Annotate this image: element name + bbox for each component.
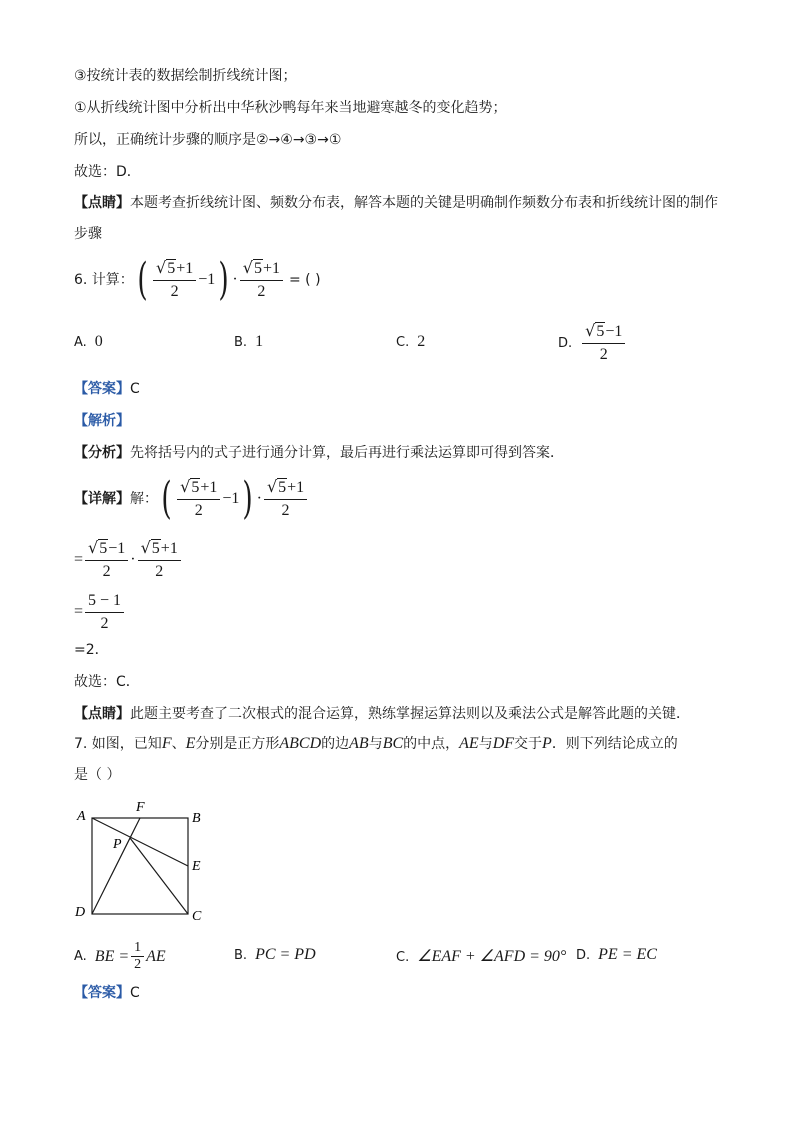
label-a: A bbox=[77, 809, 86, 824]
sqrt-base: 5 bbox=[191, 479, 200, 496]
option-value: ∠EAF + ∠AFD = 90° bbox=[417, 948, 567, 965]
q7-text: 的边 bbox=[321, 736, 350, 752]
equals-sign: = bbox=[74, 551, 84, 568]
option-value: 2 bbox=[417, 333, 426, 350]
q7-text: 与 bbox=[478, 736, 493, 752]
q7-var-ab: AB bbox=[349, 735, 369, 752]
q6-detail-line bbox=[74, 475, 309, 523]
dot-operator: · bbox=[256, 490, 262, 507]
answer-tag: 【答案】 bbox=[74, 985, 130, 1001]
comment-text: 此题主要考查了二次根式的混合运算，熟练掌握运算法则以及乘法公式是解答此题的关键． bbox=[130, 706, 690, 722]
minus-one: −1 bbox=[222, 490, 240, 507]
option-label: A. bbox=[74, 949, 87, 964]
q6-question bbox=[74, 256, 321, 304]
plus-one: +1 bbox=[287, 479, 305, 496]
q7-text: 与 bbox=[368, 736, 383, 752]
label-b: B bbox=[192, 811, 201, 826]
q7-var-bc: BC bbox=[382, 735, 404, 752]
dot-operator: · bbox=[130, 551, 136, 568]
q7-option-b[interactable] bbox=[234, 946, 316, 964]
option-value: PE = EC bbox=[598, 946, 657, 963]
q6-step2-line bbox=[74, 536, 183, 584]
q7-sep: 、 bbox=[171, 736, 186, 752]
denominator: 2 bbox=[134, 957, 142, 972]
dot-operator: · bbox=[232, 271, 238, 288]
q6-fenxi-line bbox=[74, 443, 564, 463]
fraction: $\frac{√5+1}{2}$ bbox=[138, 537, 181, 583]
q7-option-d[interactable] bbox=[576, 946, 657, 964]
fraction: $\frac{√5+1}{2}$ bbox=[240, 257, 283, 303]
answer-value: C bbox=[130, 381, 140, 397]
fenxi-tag: 【分析】 bbox=[74, 445, 130, 461]
minus-one: −1 bbox=[605, 323, 623, 340]
q6-number: 6. 计算： bbox=[74, 272, 134, 288]
minus-one: −1 bbox=[108, 540, 126, 557]
sqrt-base: 5 bbox=[167, 260, 176, 277]
label-d: D bbox=[75, 905, 86, 920]
numerator: 1 bbox=[131, 940, 144, 957]
step3-line: ③按统计表的数据绘制折线统计图； bbox=[74, 68, 297, 84]
q7-question-line1 bbox=[74, 734, 678, 754]
sqrt-base: 5 bbox=[99, 540, 108, 557]
option-a-lhs: BE = bbox=[94, 947, 130, 965]
segment-ae bbox=[92, 818, 188, 866]
right-paren: ) bbox=[242, 473, 254, 524]
fenxi-text: 先将括号内的式子进行通分计算，最后再进行乘法运算即可得到答案． bbox=[130, 445, 564, 461]
denominator: 2 bbox=[194, 502, 203, 519]
choose5-line: 故选：D． bbox=[74, 164, 141, 180]
fraction: $\frac{√5+1}{2}$ bbox=[177, 476, 220, 522]
q7-text: 7. 如图，已知 bbox=[74, 736, 162, 752]
numerator: 5 − 1 bbox=[85, 590, 124, 613]
detail-jie: 解： bbox=[130, 491, 158, 507]
equals-blank: = ( ) bbox=[288, 272, 321, 288]
segment-df bbox=[92, 818, 140, 914]
q6-option-b[interactable] bbox=[234, 333, 263, 351]
q6-choose: 故选：C． bbox=[74, 674, 140, 690]
sqrt-base: 5 bbox=[253, 260, 262, 277]
comment5-line bbox=[74, 193, 718, 213]
option-label: D. bbox=[576, 948, 591, 963]
label-f: F bbox=[136, 800, 145, 815]
denominator: 2 bbox=[102, 563, 111, 580]
q7-question-line2: 是（ ） bbox=[74, 767, 121, 783]
q6-option-d[interactable] bbox=[558, 320, 627, 366]
denominator: 2 bbox=[599, 346, 608, 363]
plus-one: +1 bbox=[200, 479, 218, 496]
q7-option-c[interactable] bbox=[396, 946, 566, 966]
option-label: C. bbox=[396, 335, 410, 350]
sqrt-base: 5 bbox=[151, 540, 160, 557]
answer-value: C bbox=[130, 985, 140, 1001]
denominator: 2 bbox=[100, 614, 109, 632]
step1-line: ①从折线统计图中分析出中华秋沙鸭每年来当地避寒越冬的变化趋势； bbox=[74, 100, 507, 116]
label-c: C bbox=[192, 909, 202, 924]
q6-analysis-tag bbox=[74, 411, 130, 431]
q6-comment-line bbox=[74, 704, 690, 724]
sqrt-base: 5 bbox=[278, 479, 287, 496]
q6-option-a[interactable] bbox=[74, 333, 103, 351]
option-label: B. bbox=[234, 335, 248, 350]
q6-option-c[interactable] bbox=[396, 333, 425, 351]
segment-pc bbox=[130, 838, 188, 914]
left-paren: ( bbox=[137, 254, 148, 305]
option-label: C. bbox=[396, 950, 410, 965]
q7-var-e: E bbox=[185, 735, 196, 752]
detail-tag: 【详解】 bbox=[74, 491, 130, 507]
q7-var-abcd: ABCD bbox=[279, 735, 322, 752]
minus-one: −1 bbox=[198, 271, 216, 288]
q6-step3-line bbox=[74, 588, 126, 636]
q7-var-ae: AE bbox=[459, 735, 479, 752]
plus-one: +1 bbox=[160, 540, 178, 557]
denominator: 2 bbox=[170, 283, 179, 300]
option-value: PC = PD bbox=[255, 946, 316, 963]
q7-var-p: P bbox=[542, 735, 552, 752]
denominator: 2 bbox=[155, 563, 164, 580]
denominator: 2 bbox=[281, 502, 290, 519]
fraction: $\frac{√5+1}{2}$ bbox=[264, 476, 307, 522]
q7-option-a[interactable] bbox=[74, 940, 166, 973]
fraction bbox=[85, 590, 124, 635]
label-e: E bbox=[192, 859, 201, 874]
left-paren: ( bbox=[161, 473, 172, 524]
comment-tag: 【点睛】 bbox=[74, 706, 130, 722]
q6-answer-line bbox=[74, 379, 140, 399]
square-figure bbox=[70, 798, 210, 926]
option-label: A. bbox=[74, 335, 87, 350]
order-line: 所以，正确统计步骤的顺序是②→④→③→① bbox=[74, 132, 342, 148]
q7-var-df: DF bbox=[492, 735, 515, 752]
comment5-text-b: 步骤 bbox=[74, 226, 102, 242]
plus-one: +1 bbox=[262, 260, 280, 277]
sqrt-base: 5 bbox=[596, 323, 605, 340]
option-d-fraction: $\frac{√5-1}{2}$ bbox=[582, 320, 625, 366]
right-paren: ) bbox=[218, 254, 229, 305]
plus-one: +1 bbox=[176, 260, 194, 277]
option-label: B. bbox=[234, 948, 248, 963]
option-a-rhs: AE bbox=[146, 947, 166, 965]
q7-text: 交于 bbox=[514, 736, 543, 752]
q6-result: =2． bbox=[74, 642, 109, 658]
option-value: 0 bbox=[94, 333, 103, 350]
analysis-tag: 【解析】 bbox=[74, 413, 130, 429]
q7-text: 分别是正方形 bbox=[195, 736, 280, 752]
fraction: $\frac{√5+1}{2}$ bbox=[153, 257, 196, 303]
fraction: $\frac{√5-1}{2}$ bbox=[85, 537, 128, 583]
q7-text: 的中点， bbox=[403, 736, 460, 752]
answer-tag: 【答案】 bbox=[74, 381, 130, 397]
equals-sign: = bbox=[74, 603, 84, 620]
option-label: D. bbox=[558, 335, 573, 351]
label-p: P bbox=[113, 837, 122, 852]
q7-var-f: F bbox=[161, 735, 172, 752]
denominator: 2 bbox=[257, 283, 266, 300]
square-abcd bbox=[92, 818, 188, 914]
comment5-tag: 【点睛】 bbox=[74, 195, 130, 211]
q7-answer-line bbox=[74, 983, 140, 1003]
comment5-text-a: 本题考查折线统计图、频数分布表，解答本题的关键是明确制作频数分布表和折线统计图的制作 bbox=[130, 195, 718, 211]
option-value: 1 bbox=[255, 333, 264, 350]
q7-text: ．则下列结论成立的 bbox=[551, 736, 678, 752]
option-a-half bbox=[131, 940, 144, 973]
